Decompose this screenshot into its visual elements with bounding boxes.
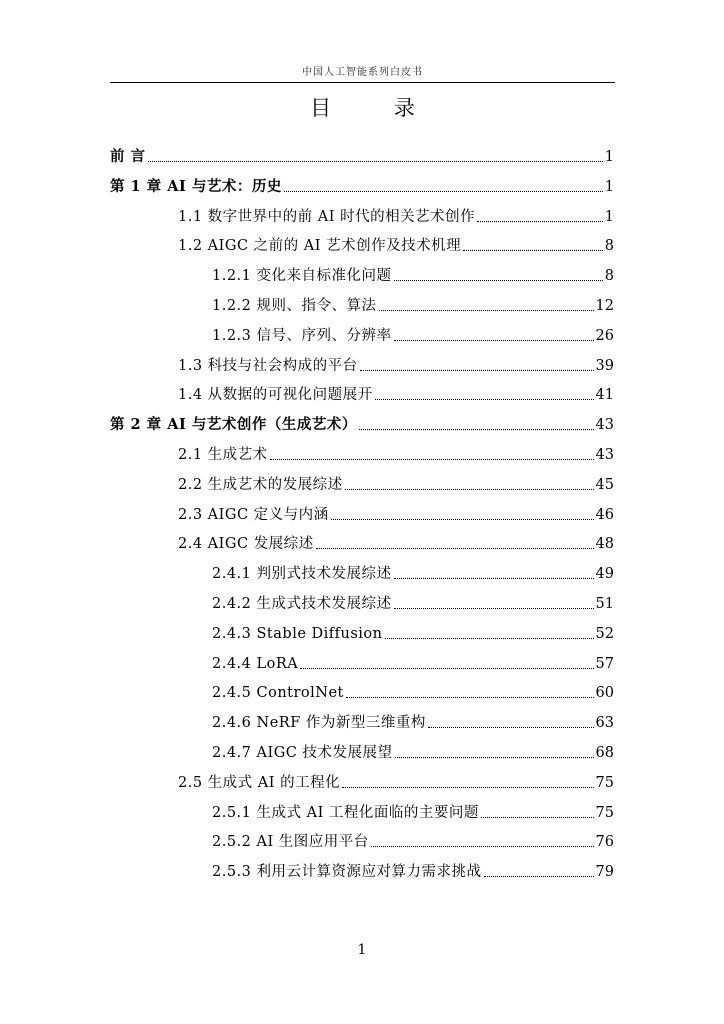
- dot-leader: [375, 399, 594, 400]
- toc-entry[interactable]: [212, 712, 614, 734]
- toc-entry[interactable]: [212, 325, 614, 347]
- toc-entry-page: 60: [595, 685, 614, 702]
- toc-entry-title: 1.2 AIGC 之前的 AI 艺术创作及技术机理: [178, 238, 462, 255]
- dot-leader: [477, 221, 603, 222]
- dot-leader: [270, 459, 594, 460]
- toc-entry[interactable]: [212, 653, 614, 675]
- toc-entry[interactable]: [212, 831, 614, 853]
- toc-entry-page: 79: [595, 864, 614, 881]
- toc-entry[interactable]: [110, 146, 614, 168]
- toc-entry-page: 46: [595, 506, 614, 523]
- dot-leader: [360, 370, 594, 371]
- toc-entry[interactable]: [110, 414, 614, 436]
- toc-entry-title: 2.4.6 NeRF 作为新型三维重构: [212, 715, 426, 732]
- toc-entry-page: 1: [604, 178, 614, 195]
- toc-entry-title: 2.4.5 ControlNet: [212, 685, 344, 702]
- toc-entry-title: 1.2.2 规则、指令、算法: [212, 298, 377, 314]
- dot-leader: [394, 578, 594, 579]
- dot-leader: [148, 161, 603, 162]
- toc-entry-page: 26: [595, 327, 614, 344]
- toc-entry-page: 63: [595, 715, 614, 732]
- dot-leader: [385, 638, 594, 639]
- toc-entry[interactable]: [178, 772, 614, 794]
- toc-entry-title: 第 2 章 AI 与艺术创作（生成艺术）: [110, 416, 357, 434]
- toc-entry-page: 39: [595, 357, 614, 374]
- dot-leader: [346, 697, 594, 698]
- dot-leader: [394, 608, 594, 609]
- toc-entry-title: 2.1 生成艺术: [178, 447, 268, 463]
- page-number: 1: [357, 942, 367, 958]
- toc-entry-title: 2.4.3 Stable Diffusion: [212, 625, 383, 642]
- toc-entry[interactable]: [110, 176, 614, 198]
- toc-entry[interactable]: [178, 444, 614, 466]
- toc-entry-page: 51: [595, 596, 614, 612]
- toc-entry-title: 2.3 AIGC 定义与内涵: [178, 506, 329, 523]
- toc-entry-page: 52: [595, 625, 614, 642]
- toc-entry-title: 前 言: [110, 148, 146, 165]
- toc-entry[interactable]: [212, 593, 614, 615]
- toc-entry-page: 41: [595, 387, 614, 404]
- running-header: 中国人工智能系列白皮书: [302, 67, 423, 78]
- toc-entry-title: 2.4.4 LoRA: [212, 655, 299, 672]
- toc-entry-page: 75: [595, 774, 614, 791]
- dot-leader: [463, 250, 603, 251]
- dot-leader: [371, 846, 594, 847]
- toc-entry-title: 第 1 章 AI 与艺术：历史: [110, 177, 282, 195]
- dot-leader: [394, 280, 603, 281]
- toc-entry-title: 2.4.1 判别式技术发展综述: [212, 566, 392, 583]
- toc-entry-title: 1.2.1 变化来自标准化问题: [212, 268, 392, 285]
- dot-leader: [345, 489, 594, 490]
- toc-entry-page: 1: [604, 149, 614, 165]
- toc-entry-title: 2.5.3 利用云计算资源应对算力需求挑战: [212, 864, 482, 881]
- toc-entry-title: 2.2 生成艺术的发展综述: [178, 476, 343, 493]
- toc-entry[interactable]: [212, 861, 614, 883]
- toc-entry-page: 76: [595, 834, 614, 851]
- toc-entry[interactable]: [178, 355, 614, 377]
- toc-entry[interactable]: [178, 384, 614, 406]
- toc-entry-page: 75: [595, 804, 614, 821]
- toc-entry-title: 2.5.2 AI 生图应用平台: [212, 834, 369, 851]
- dot-leader: [359, 429, 594, 430]
- toc-entry[interactable]: [212, 265, 614, 287]
- toc-entry-page: 43: [595, 447, 614, 463]
- dot-leader: [394, 340, 594, 341]
- toc-entry-page: 49: [595, 566, 614, 583]
- toc-entry[interactable]: [178, 533, 614, 555]
- toc-entry[interactable]: [178, 235, 614, 257]
- toc-entry-page: 1: [604, 208, 614, 225]
- toc-entry-title: 2.4.2 生成式技术发展综述: [212, 596, 392, 612]
- toc-entry[interactable]: [178, 206, 614, 228]
- toc-entry-page: 48: [595, 536, 614, 553]
- toc-entry-page: 68: [595, 745, 614, 761]
- toc-entry-title: 2.4.7 AIGC 技术发展展望: [212, 745, 393, 761]
- toc-entry[interactable]: [212, 623, 614, 645]
- dot-leader: [300, 668, 593, 669]
- toc-entry-page: 8: [604, 268, 614, 285]
- toc-entry-page: 8: [604, 238, 614, 255]
- toc-entry[interactable]: [212, 295, 614, 317]
- toc-entry[interactable]: [178, 504, 614, 526]
- toc-entry[interactable]: [178, 474, 614, 496]
- dot-leader: [316, 548, 594, 549]
- dot-leader: [342, 787, 593, 788]
- toc-entry-title: 1.1 数字世界中的前 AI 时代的相关艺术创作: [178, 208, 476, 225]
- dot-leader: [428, 727, 594, 728]
- toc-entry-title: 2.5 生成式 AI 的工程化: [178, 774, 341, 791]
- dot-leader: [481, 817, 594, 818]
- toc-entry[interactable]: [212, 802, 614, 824]
- page-title: 目 录: [310, 96, 443, 120]
- toc-entry[interactable]: [212, 682, 614, 704]
- toc-entry-page: 43: [595, 417, 614, 434]
- dot-leader: [484, 876, 594, 877]
- toc-entry-title: 1.2.3 信号、序列、分辨率: [212, 327, 392, 344]
- toc-entry-title: 2.5.1 生成式 AI 工程化面临的主要问题: [212, 804, 479, 821]
- dot-leader: [284, 191, 603, 192]
- toc-entry-page: 57: [595, 655, 614, 672]
- toc-entry-page: 45: [595, 476, 614, 493]
- dot-leader: [331, 519, 594, 520]
- toc-entry-title: 1.3 科技与社会构成的平台: [178, 357, 358, 374]
- dot-leader: [395, 757, 594, 758]
- toc-entry-title: 2.4 AIGC 发展综述: [178, 536, 314, 553]
- toc-entry-title: 1.4 从数据的可视化问题展开: [178, 387, 373, 404]
- dot-leader: [379, 310, 594, 311]
- toc-entry-page: 12: [595, 298, 614, 314]
- toc-entry[interactable]: [212, 563, 614, 585]
- toc-entry[interactable]: [212, 742, 614, 764]
